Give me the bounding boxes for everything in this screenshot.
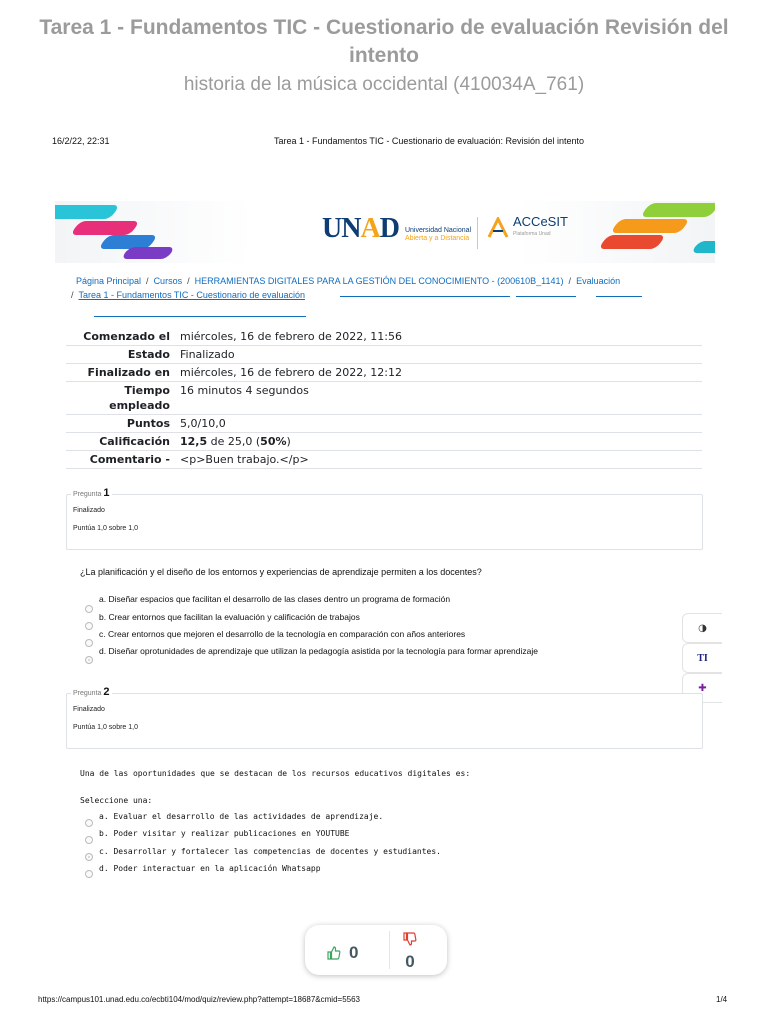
question-text: ¿La planificación y el diseño de los entornos y experiencias de aprendizaje permiten a los docentes? [80, 567, 482, 577]
thumbs-up-icon [327, 946, 341, 960]
site-banner [55, 201, 715, 263]
question-number [71, 686, 112, 698]
decor-ribbon-cyan [55, 205, 120, 219]
question-number-value: 1 [103, 487, 110, 499]
answer-option[interactable]: c. Crear entornos que mejoren el desarrollo de la tecnología en comparación con años anteriores [99, 629, 466, 639]
question-text: Una de las oportunidades que se destacan de los recursos educativos digitales es: [80, 769, 471, 778]
breadcrumb [66, 270, 706, 306]
answer-radio[interactable] [85, 622, 93, 630]
summary-value: miércoles, 16 de febrero de 2022, 11:56 [176, 328, 702, 346]
contrast-button[interactable] [682, 613, 722, 643]
print-footer-url: https://campus101.unad.edu.co/ecbti104/mod/quiz/review.php?attempt=18687&cmid=5563 [38, 995, 360, 1004]
unad-letter-a: A [360, 213, 380, 244]
question-grade: Puntúa 1,0 sobre 1,0 [73, 724, 138, 731]
unad-logo-wordmark [322, 215, 399, 243]
breadcrumb-quiz[interactable]: Tarea 1 - Fundamentos TIC - Cuestionario de evaluación [78, 290, 305, 300]
question-info-box [66, 686, 703, 749]
answer-radio[interactable] [85, 870, 93, 878]
text-size-icon: TI [697, 652, 708, 664]
grade-percent: 50% [260, 435, 287, 448]
university-name [405, 227, 471, 243]
accesit-logo[interactable] [487, 215, 568, 241]
question-legend: Pregunta [73, 491, 102, 498]
summary-row [66, 451, 702, 469]
breadcrumb-separator: / [568, 276, 572, 286]
print-date: 16/2/22, 22:31 [52, 136, 110, 146]
grade-total: de 25,0 ( [210, 435, 261, 448]
answer-option[interactable]: d. Poder interactuar en la aplicación Whatsapp [99, 864, 321, 873]
attempt-summary-table [66, 328, 702, 469]
summary-row [66, 433, 702, 451]
question-info-box [66, 487, 703, 550]
university-name-line1: Universidad Nacional [404, 227, 472, 234]
decor-ribbon-orange [610, 219, 690, 233]
breadcrumb-separator: / [146, 276, 149, 286]
upvote-button[interactable] [327, 943, 358, 963]
accesit-a-icon [487, 217, 509, 239]
university-name-line2: Abierta y a Distancia [404, 235, 470, 242]
breadcrumb-evaluation[interactable]: Evaluación [576, 276, 621, 286]
answer-radio-selected[interactable] [85, 853, 93, 861]
summary-row [66, 415, 702, 433]
breadcrumb-underline [340, 296, 510, 297]
decor-ribbon-red [598, 235, 666, 249]
summary-label: Comenzado el [66, 328, 176, 346]
question-state: Finalizado [73, 507, 105, 514]
accesit-wordmark [513, 215, 568, 241]
unad-letter-n: N [341, 213, 361, 244]
breadcrumb-courses[interactable]: Cursos [153, 276, 183, 286]
summary-value: miércoles, 16 de febrero de 2022, 12:12 [176, 364, 702, 382]
vote-widget [305, 925, 447, 975]
breadcrumb-course[interactable]: HERRAMIENTAS DIGITALES PARA LA GESTIÓN DEL CONOCIMIENTO - (200610B_1141) [194, 276, 564, 286]
decor-ribbon-pink [70, 221, 140, 235]
summary-row [66, 382, 702, 415]
answer-option[interactable]: b. Crear entornos que facilitan la evaluación y calificación de trabajos [99, 612, 360, 622]
logo-divider [477, 217, 478, 249]
summary-value: 5,0/10,0 [176, 415, 702, 433]
answer-option[interactable]: c. Desarrollar y fortalecer las competencias de docentes y estudiantes. [99, 847, 441, 856]
accesit-name: ACCeSIT [513, 214, 568, 229]
summary-value: 16 minutos 4 segundos [176, 382, 702, 415]
print-page-title: Tarea 1 - Fundamentos TIC - Cuestionario de evaluación: Revisión del intento [274, 136, 585, 146]
breadcrumb-separator: / [187, 276, 190, 286]
document-subtitle: historia de la música occidental (410034A_761) [183, 74, 585, 95]
document-title: Tarea 1 - Fundamentos TIC - Cuestionario de evaluación Revisión del intento [39, 16, 729, 67]
summary-value: <p>Buen trabajo.</p> [176, 451, 702, 469]
answer-radio[interactable] [85, 605, 93, 613]
decor-ribbon-green [640, 203, 715, 217]
summary-label: Finalizado en [66, 364, 176, 382]
question-legend: Pregunta [73, 690, 102, 697]
decor-ribbon-purple [121, 247, 175, 259]
summary-row [66, 364, 702, 382]
summary-label: Comentario - [66, 451, 176, 469]
summary-value: Finalizado [176, 346, 702, 364]
upvote-count: 0 [349, 943, 359, 962]
answer-radio[interactable] [85, 819, 93, 827]
question-number [71, 487, 112, 499]
answer-option[interactable]: b. Poder visitar y realizar publicaciones en YOUTUBE [99, 829, 350, 838]
thumbs-down-icon [403, 932, 417, 946]
unad-letter-u: U [322, 213, 342, 244]
question-prompt: Seleccione una: [80, 796, 153, 805]
summary-label: Calificación [66, 433, 176, 451]
breadcrumb-underline [516, 296, 576, 297]
unad-logo[interactable] [322, 215, 471, 243]
answer-radio[interactable] [85, 639, 93, 647]
grade-value [176, 433, 702, 451]
grade-score: 12,5 [180, 435, 208, 448]
answer-option[interactable]: d. Diseñar oprotunidades de aprendizaje que utilizan la pedagogía asistida por la tecnología para formar aprendizaje [99, 646, 538, 656]
summary-row [66, 346, 702, 364]
summary-row [66, 328, 702, 346]
breadcrumb-separator: / [71, 290, 74, 300]
summary-label: Tiempo empleado [66, 382, 176, 415]
accesit-subtitle: Plataforma Unad [513, 231, 551, 237]
breadcrumb-underline [596, 296, 642, 297]
answer-radio[interactable] [85, 836, 93, 844]
puzzle-icon: ✚ [698, 682, 707, 694]
answer-option[interactable]: a. Diseñar espacios que facilitan el desarrollo de las clases dentro un programa de formación [99, 594, 451, 604]
question-state: Finalizado [73, 706, 105, 713]
breadcrumb-underline [94, 316, 306, 317]
downvote-button[interactable] [397, 931, 423, 972]
unad-letter-d: D [379, 213, 399, 244]
answer-radio-selected[interactable] [85, 656, 93, 664]
answer-option[interactable]: a. Evaluar el desarrollo de las actividades de aprendizaje. [99, 812, 384, 821]
downvote-count: 0 [405, 952, 415, 971]
question-grade: Puntúa 1,0 sobre 1,0 [73, 525, 138, 532]
breadcrumb-home[interactable]: Página Principal [76, 276, 142, 286]
vote-divider [389, 931, 390, 969]
print-footer-page: 1/4 [716, 995, 728, 1004]
summary-label: Estado [66, 346, 176, 364]
text-size-button[interactable] [682, 643, 722, 673]
grade-close: ) [286, 435, 291, 448]
decor-ribbon-cyan-right [691, 241, 715, 253]
question-number-value: 2 [103, 686, 110, 698]
summary-label: Puntos [66, 415, 176, 433]
contrast-icon: ◑ [698, 622, 707, 634]
